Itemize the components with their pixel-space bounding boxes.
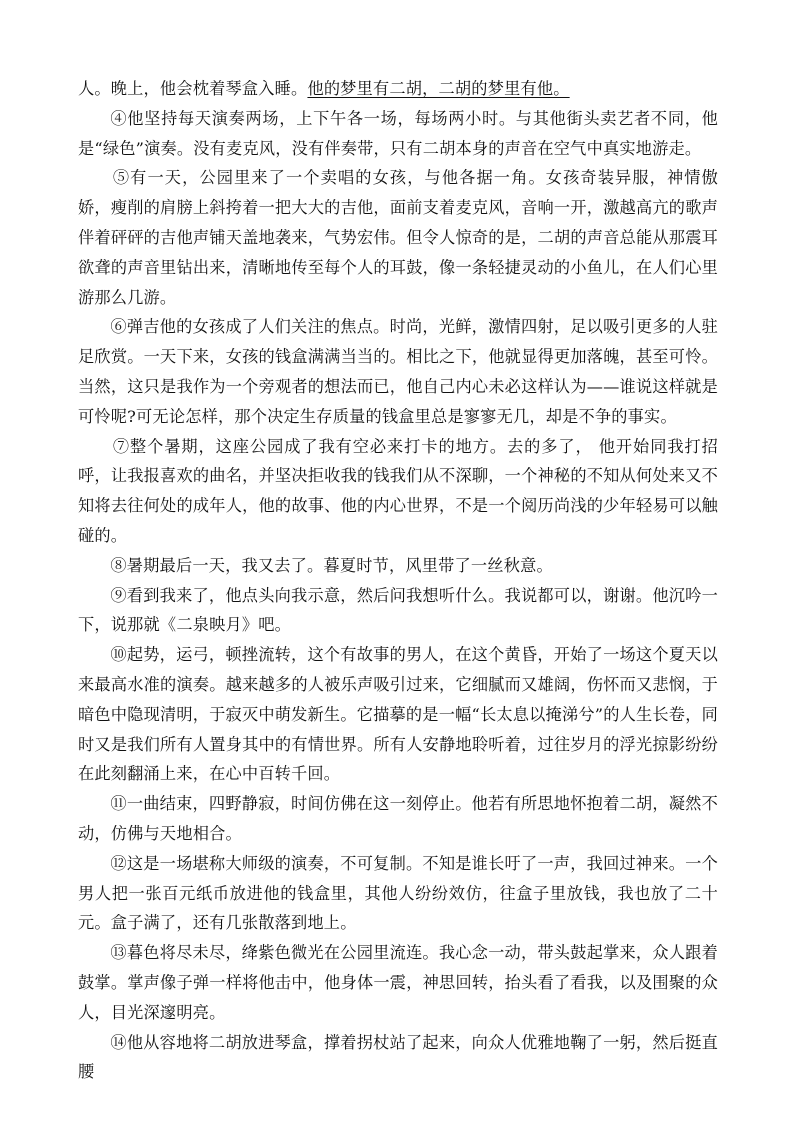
article-body <box>78 74 718 1087</box>
paragraph-4: ④他坚持每天演奏两场，上下午各一场，每场两小时。与其他街头卖艺者不同，他是“绿色”演奏。没有麦克风，没有伴奏带，只有二胡本身的声音在空气中真实地游走。 <box>78 108 718 158</box>
paragraph-9: ⑨看到我来了，他点头向我示意，然后问我想听什么。我说都可以，谢谢。他沉吟一下，说那就《二泉映月》吧。 <box>78 585 718 635</box>
underlined-sentence: 他的梦里有二胡，二胡的梦里有他。 <box>307 79 570 98</box>
paragraph-11: ⑪一曲结束，四野静寂，时间仿佛在这一刻停止。他若有所思地怀抱着二胡，凝然不动，仿佛与天地相合。 <box>78 794 718 843</box>
paragraph-8: ⑧暑期最后一天，我又去了。暮夏时节，风里带了一丝秋意。 <box>110 555 553 575</box>
paragraph-6: ⑥弹吉他的女孩成了人们关注的焦点。时尚，光鲜，激情四射，足以吸引更多的人驻足欣赏。一天下来，女孩的钱盒满满当当的。相比之下，他就显得更加落魄，甚至可怜。 当然，这只是我作为一个旁观者的想法而已，他自己内心未必这样认为——谁说这样就是可怜呢?可无论怎样，那个决定生存质量的钱盒里总是寥寥无几，却是不争的事实。 <box>78 317 718 426</box>
paragraph-7: ⑦整个暑期，这座公园成了我有空必来打卡的地方。去的多了， 他开始同我打招呼，让我报喜欢的曲名，并坚决拒收我的钱我们从不深聊，一个神秘的不知从何处来又不知将去往何处的成年人，他的故事、他的内心世界，不是一个阅历尚浅的少年轻易可以触碰的。 <box>78 436 718 545</box>
paragraph-3-continued <box>78 74 718 104</box>
paragraph-14: ⑭他从容地将二胡放进琴盒，撑着拐杖站了起来，向众人优雅地鞠了一躬，然后挺直腰 <box>78 1032 718 1082</box>
paragraph-5: ⑤有一天，公园里来了一个卖唱的女孩，与他各据一角。女孩奇装异服，神情傲娇，瘦削的肩膀上斜挎着一把大大的吉他，面前支着麦克风，音响一开，激越高亢的歌声伴着砰砰的吉他声铺天盖地袭来，气势宏伟。但令人惊奇的是，二胡的声音总能从那震耳欲聋的声音里钻出来，清晰地传至每个人的耳鼓，像一条轻捷灵动的小鱼儿，在人们心里游那么几游。 <box>78 168 718 307</box>
paragraph-12: ⑫这是一场堪称大师级的演奏，不可复制。不知是谁长吁了一声，我回过神来。一个男人把一张百元纸币放进他的钱盒里，其他人纷纷效仿，往盒子里放钱，我也放了二十元。盒子满了，还有几张散落到地上。 <box>78 853 718 933</box>
paragraph-text: 人。晚上，他会枕着琴盒入睡。 <box>78 79 308 98</box>
paragraph-10: ⑩起势，运弓，顿挫流转，这个有故事的男人，在这个黄昏，开始了一场这个夏天以来最高水准的演奏。越来越多的人被乐声吸引过来，它细腻而又雄阔，伤怀而又悲悯，于暗色中隐现清明，于寂灭中萌发新生。它描摹的是一幅“长太息以掩涕兮”的人生长卷，同时又是我们所有人置身其中的有情世界。所有人安静地聆听着，过往岁月的浮光掠影纷纷在此刻翻涌上来，在心中百转千回。 <box>78 645 718 784</box>
paragraph-13: ⑬暮色将尽未尽，绛紫色微光在公园里流连。我心念一动，带头鼓起掌来，众人跟着鼓掌。掌声像子弹一样将他击中，他身体一震，神思回转，抬头看了看我，以及围聚的众人，目光深邃明亮。 <box>78 943 718 1022</box>
